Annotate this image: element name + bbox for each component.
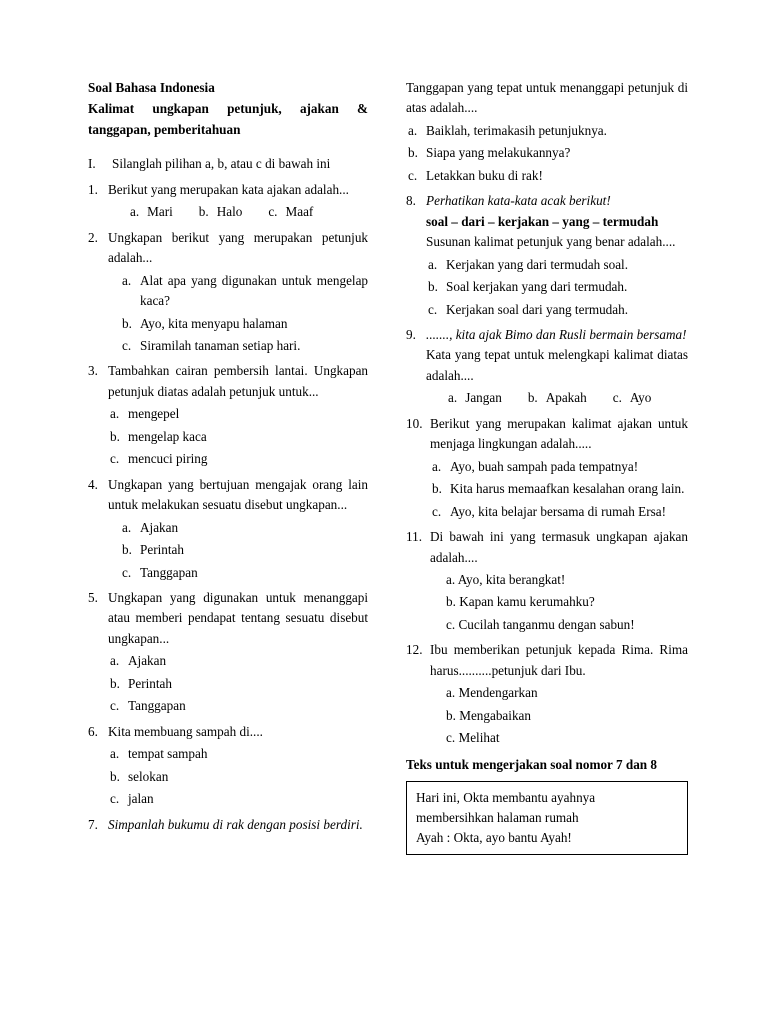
question-body xyxy=(426,191,688,320)
instruction-block xyxy=(88,154,368,174)
option-letter: a. xyxy=(110,746,120,762)
option-item xyxy=(108,427,368,447)
option-list xyxy=(108,271,368,357)
option-item: a. Mendengarkan xyxy=(446,685,538,701)
option-item: a. Ayo, kita berangkat! xyxy=(446,571,566,587)
question-text: Tambahkan cairan pembersih lantai. Ungkapan petunjuk diatas adalah petunjuk untuk... xyxy=(108,363,369,399)
option-letter: b. xyxy=(110,768,120,784)
option-text: Apakah xyxy=(545,390,587,406)
option-item xyxy=(426,277,688,297)
option-text: Perintah xyxy=(128,675,172,691)
option-text: mencuci piring xyxy=(128,451,208,467)
option-text: Kerjakan soal dari yang termudah. xyxy=(446,301,629,317)
option-letter: c. xyxy=(428,301,438,317)
option-letter: c. xyxy=(432,503,442,519)
question-item xyxy=(88,180,368,223)
option-letter: b. xyxy=(428,279,438,295)
option-text: Mari xyxy=(147,204,173,220)
option-letter: b. xyxy=(432,481,442,497)
option-inline xyxy=(199,202,243,222)
option-list xyxy=(108,651,368,716)
question-number: 12. xyxy=(406,642,423,658)
option-item xyxy=(108,449,368,469)
option-text: mengepel xyxy=(128,406,180,422)
option-item xyxy=(108,696,368,716)
option-inline xyxy=(130,202,173,222)
option-text: Alat apa yang digunakan untuk mengelap kaca? xyxy=(140,272,369,309)
question-item xyxy=(88,722,368,810)
option-letter: c. xyxy=(110,698,120,714)
instruction-numeral: I. xyxy=(88,156,96,172)
option-text: Ayo, kita belajar bersama di rumah Ersa! xyxy=(450,503,666,519)
question-item xyxy=(406,325,688,409)
option-item xyxy=(108,767,368,787)
option-inline xyxy=(268,202,313,222)
option-item xyxy=(426,300,688,320)
question-text: Di bawah ini yang termasuk ungkapan ajakan adalah.... xyxy=(430,529,688,565)
option-text: Perintah xyxy=(140,542,184,558)
question-number: 9. xyxy=(406,326,416,342)
option-item xyxy=(430,479,688,499)
question-item xyxy=(88,475,368,583)
option-letter: b. xyxy=(110,675,120,691)
option-item xyxy=(108,271,368,312)
question-text: Berikut yang merupakan kata ajakan adalah... xyxy=(108,181,349,197)
document-title: Soal Bahasa Indonesia xyxy=(88,80,215,95)
question-number: 3. xyxy=(88,363,98,379)
option-item xyxy=(426,255,688,275)
question-text: Kita membuang sampah di.... xyxy=(108,723,263,739)
option-row-inline xyxy=(108,202,368,222)
question-body xyxy=(426,325,688,409)
option-item xyxy=(430,502,688,522)
reading-text-line: Hari ini, Okta membantu ayahnya xyxy=(416,790,596,806)
option-text: Ajakan xyxy=(128,653,167,669)
option-text: Ajakan xyxy=(140,519,179,535)
question-text: Perhatikan kata-kata acak berikut! xyxy=(426,193,611,209)
question-text: Ungkapan yang digunakan untuk menanggapi atau memberi pendapat tentang sesuatu disebut ungkapan... xyxy=(108,589,369,646)
option-letter: b. xyxy=(110,428,120,444)
two-column-layout xyxy=(88,78,688,855)
option-inline xyxy=(528,388,587,408)
option-letter: b. xyxy=(527,390,538,406)
option-letter: c. xyxy=(268,204,278,220)
question-body xyxy=(108,588,368,717)
option-letter: c. xyxy=(122,564,132,580)
question-text: Berikut yang merupakan kalimat ajakan untuk menjaga lingkungan adalah..... xyxy=(430,415,688,452)
option-item xyxy=(430,457,688,477)
option-letter: a. xyxy=(432,458,442,474)
option-text: Tanggapan xyxy=(140,564,198,580)
option-text: Soal kerjakan yang dari termudah. xyxy=(446,279,628,295)
reading-text-box xyxy=(406,781,688,855)
question-text: ......., kita ajak Bimo dan Rusli bermain bersama! xyxy=(426,326,687,342)
question-followup: Kata yang tepat untuk melengkapi kalimat diatas adalah.... xyxy=(426,347,688,383)
question-body xyxy=(430,414,688,522)
option-letter: a. xyxy=(110,653,120,669)
option-text: Kita harus memaafkan kesalahan orang lain. xyxy=(450,481,685,497)
option-letter: c. xyxy=(612,390,622,406)
instruction-text: Silanglah pilihan a, b, atau c di bawah ini xyxy=(112,156,331,172)
question-item xyxy=(88,588,368,717)
option-letter: b. xyxy=(408,145,418,161)
option-text: Ayo xyxy=(629,390,652,406)
option-letter: b. xyxy=(198,204,209,220)
option-text: Letakkan buku di rak! xyxy=(426,167,543,183)
option-row-inline xyxy=(426,388,688,408)
question-number: 11. xyxy=(406,529,423,545)
question-text: Ungkapan berikut yang merupakan petunjuk adalah... xyxy=(108,229,369,266)
option-letter: a. xyxy=(408,122,418,138)
option-item xyxy=(108,563,368,583)
option-item: c. Melihat xyxy=(446,730,500,746)
question-text: Ibu memberikan petunjuk kepada Rima. Rima harus..........petunjuk dari Ibu. xyxy=(430,642,688,678)
option-text: selokan xyxy=(128,768,169,784)
option-text: Maaf xyxy=(285,204,314,220)
option-letter: a. xyxy=(130,204,140,220)
question-item xyxy=(88,815,368,835)
question-number: 6. xyxy=(88,723,98,739)
question-number: 5. xyxy=(88,589,98,605)
option-item: c. Cucilah tanganmu dengan sabun! xyxy=(446,616,635,632)
option-letter: a. xyxy=(448,390,458,406)
option-item xyxy=(406,166,688,186)
option-letter: c. xyxy=(110,791,120,807)
document-subtitle: Kalimat ungkapan petunjuk, ajakan & tanggapan, pemberitahuan xyxy=(88,101,369,137)
option-item xyxy=(108,314,368,334)
option-text: Halo xyxy=(216,204,243,220)
option-text: Ayo, kita menyapu halaman xyxy=(140,315,288,331)
question-text: Ungkapan yang bertujuan mengajak orang lain untuk melakukan sesuatu disebut ungkapan... xyxy=(108,476,369,513)
left-column xyxy=(88,78,368,835)
question-body xyxy=(430,640,688,748)
question-number: 2. xyxy=(88,229,98,245)
option-letter: a. xyxy=(110,406,120,422)
continued-stem-text: Tanggapan yang tepat untuk menanggapi petunjuk di atas adalah.... xyxy=(406,80,688,116)
right-column xyxy=(406,78,688,855)
question-item xyxy=(406,414,688,522)
option-item xyxy=(108,744,368,764)
option-letter: c. xyxy=(122,337,132,353)
option-item xyxy=(108,404,368,424)
question-number: 10. xyxy=(406,415,423,431)
reading-text-heading: Teks untuk mengerjakan soal nomor 7 dan 8 xyxy=(406,756,658,772)
question-body xyxy=(108,228,368,357)
question-number: 7. xyxy=(88,816,98,832)
option-text: Jangan xyxy=(465,390,502,406)
option-letter: a. xyxy=(428,256,438,272)
option-text: Siramilah tanaman setiap hari. xyxy=(140,337,301,353)
option-letter: b. xyxy=(122,315,132,331)
option-list xyxy=(108,744,368,809)
option-item xyxy=(108,540,368,560)
question-text: Simpanlah bukumu di rak dengan posisi berdiri. xyxy=(108,816,363,832)
right-question-list xyxy=(406,191,688,748)
option-letter: c. xyxy=(110,451,120,467)
question-followup: Susunan kalimat petunjuk yang benar adalah.... xyxy=(426,234,676,250)
option-list xyxy=(430,457,688,522)
option-item: b. Mengabaikan xyxy=(446,707,531,723)
left-question-list xyxy=(88,180,368,835)
question-item xyxy=(88,361,368,469)
question-number: 1. xyxy=(88,181,98,197)
option-text: Ayo, buah sampah pada tempatnya! xyxy=(450,458,639,474)
option-item xyxy=(406,121,688,141)
option-text: Siapa yang melakukannya? xyxy=(426,145,571,161)
question-number: 4. xyxy=(88,476,98,492)
option-item xyxy=(108,651,368,671)
option-list xyxy=(426,255,688,320)
option-text: tempat sampah xyxy=(128,746,208,762)
option-list xyxy=(108,518,368,583)
reading-text-line: membersihkan halaman rumah xyxy=(416,809,579,825)
question-item xyxy=(406,527,688,635)
question-item xyxy=(406,640,688,748)
option-text: Baiklah, terimakasih petunjuknya. xyxy=(426,122,607,138)
option-inline xyxy=(613,388,652,408)
option-list xyxy=(406,121,688,186)
question-body xyxy=(108,475,368,583)
question-item xyxy=(88,228,368,357)
option-text: Kerjakan yang dari termudah soal. xyxy=(446,256,629,272)
option-text: Tanggapan xyxy=(128,698,186,714)
option-item: b. Kapan kamu kerumahku? xyxy=(446,594,595,610)
question-number: 8. xyxy=(406,193,416,209)
question-item xyxy=(406,191,688,320)
question-body xyxy=(430,527,688,635)
option-letter: b. xyxy=(122,542,132,558)
question-body xyxy=(108,722,368,810)
question-body xyxy=(108,180,368,223)
question-body xyxy=(108,815,368,835)
option-inline xyxy=(448,388,502,408)
option-letter: a. xyxy=(122,519,132,535)
option-item xyxy=(108,789,368,809)
option-text: mengelap kaca xyxy=(128,428,207,444)
reading-text-line: Ayah : Okta, ayo bantu Ayah! xyxy=(416,829,572,845)
option-list xyxy=(108,404,368,469)
option-letter: c. xyxy=(408,167,418,183)
option-item xyxy=(108,674,368,694)
question-body xyxy=(108,361,368,469)
option-item xyxy=(108,336,368,356)
option-item xyxy=(108,518,368,538)
option-item xyxy=(406,143,688,163)
option-text: jalan xyxy=(128,791,154,807)
option-letter: a. xyxy=(122,272,132,288)
scrambled-words: soal – dari – kerjakan – yang – termudah xyxy=(426,213,659,229)
